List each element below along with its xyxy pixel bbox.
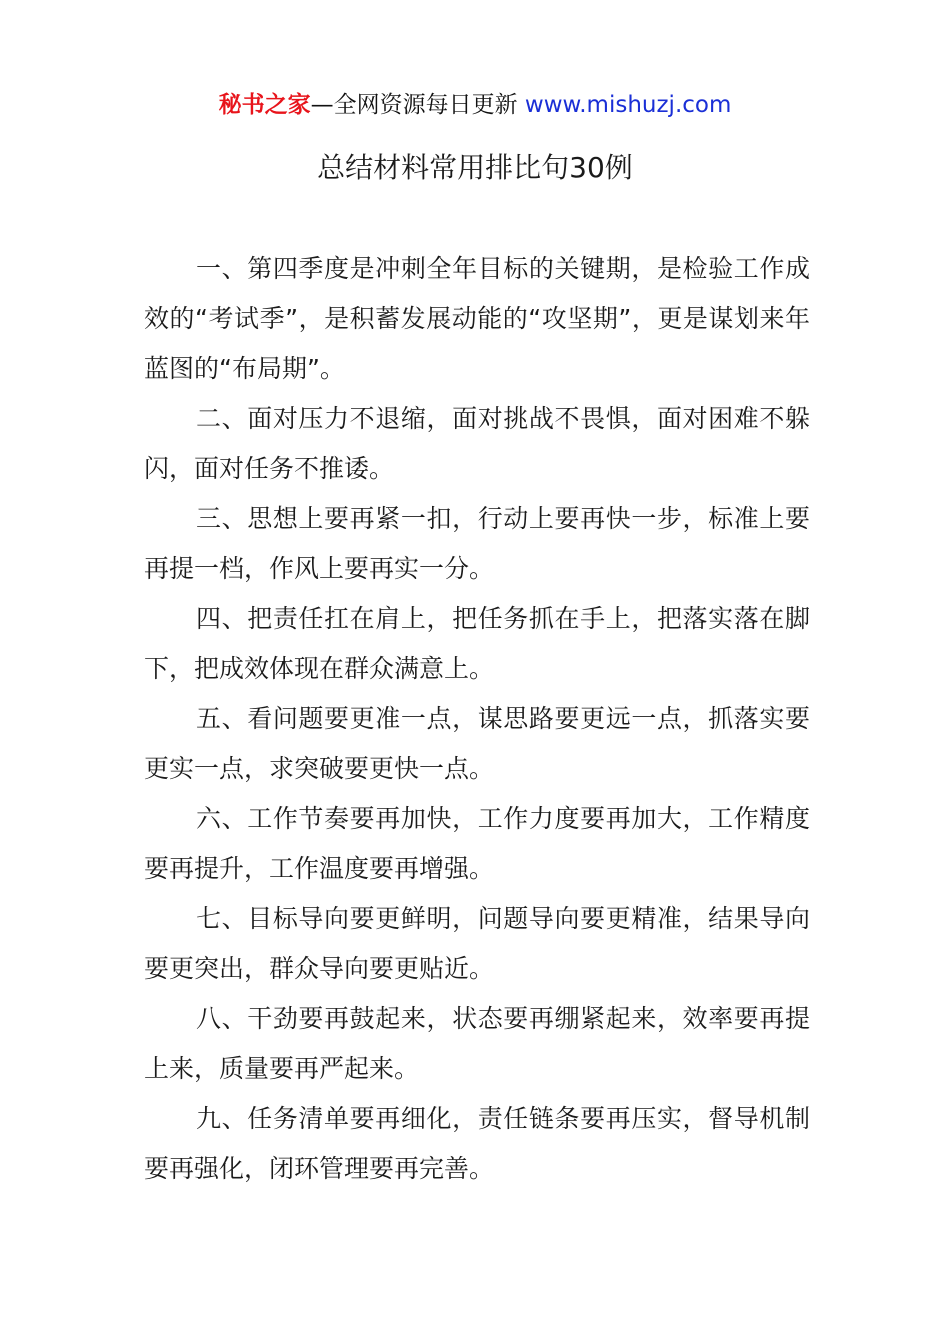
paragraph-6: 六、工作节奏要再加快，工作力度要再加大，工作精度要再提升，工作温度要再增强。	[144, 804, 810, 883]
paragraph-1: 一、第四季度是冲刺全年目标的关键期，是检验工作成效的“考试季”，是积蓄发展动能的“攻坚期”，更是谋划来年蓝图的“布局期”。	[144, 254, 810, 383]
brand-name: 秘书之家	[218, 92, 311, 118]
paragraph-7: 七、目标导向要更鲜明，问题导向要更精准，结果导向要更突出，群众导向要更贴近。	[144, 904, 810, 983]
document-body	[144, 244, 810, 1194]
paragraph-3: 三、思想上要再紧一扣，行动上要再快一步，标准上要再提一档，作风上要再实一分。	[144, 504, 810, 583]
document-title: 总结材料常用排比句30例	[317, 151, 633, 184]
paragraph-9: 九、任务清单要再细化，责任链条要再压实，督导机制要再强化，闭环管理要再完善。	[144, 1104, 810, 1183]
paragraph-2: 二、面对压力不退缩，面对挑战不畏惧，面对困难不躲闪，面对任务不推诿。	[144, 404, 810, 483]
paragraph-5: 五、看问题要更准一点，谋思路要更远一点，抓落实要更实一点，求突破要更快一点。	[144, 704, 810, 783]
site-header	[0, 88, 950, 122]
site-url-link[interactable]: www.mishuzj.com	[524, 92, 732, 118]
paragraph-4: 四、把责任扛在肩上，把任务抓在手上，把落实落在脚下，把成效体现在群众满意上。	[144, 604, 810, 683]
header-tagline: —全网资源每日更新	[310, 92, 518, 118]
paragraph-8: 八、干劲要再鼓起来，状态要再绷紧起来，效率要再提上来，质量要再严起来。	[144, 1004, 810, 1083]
